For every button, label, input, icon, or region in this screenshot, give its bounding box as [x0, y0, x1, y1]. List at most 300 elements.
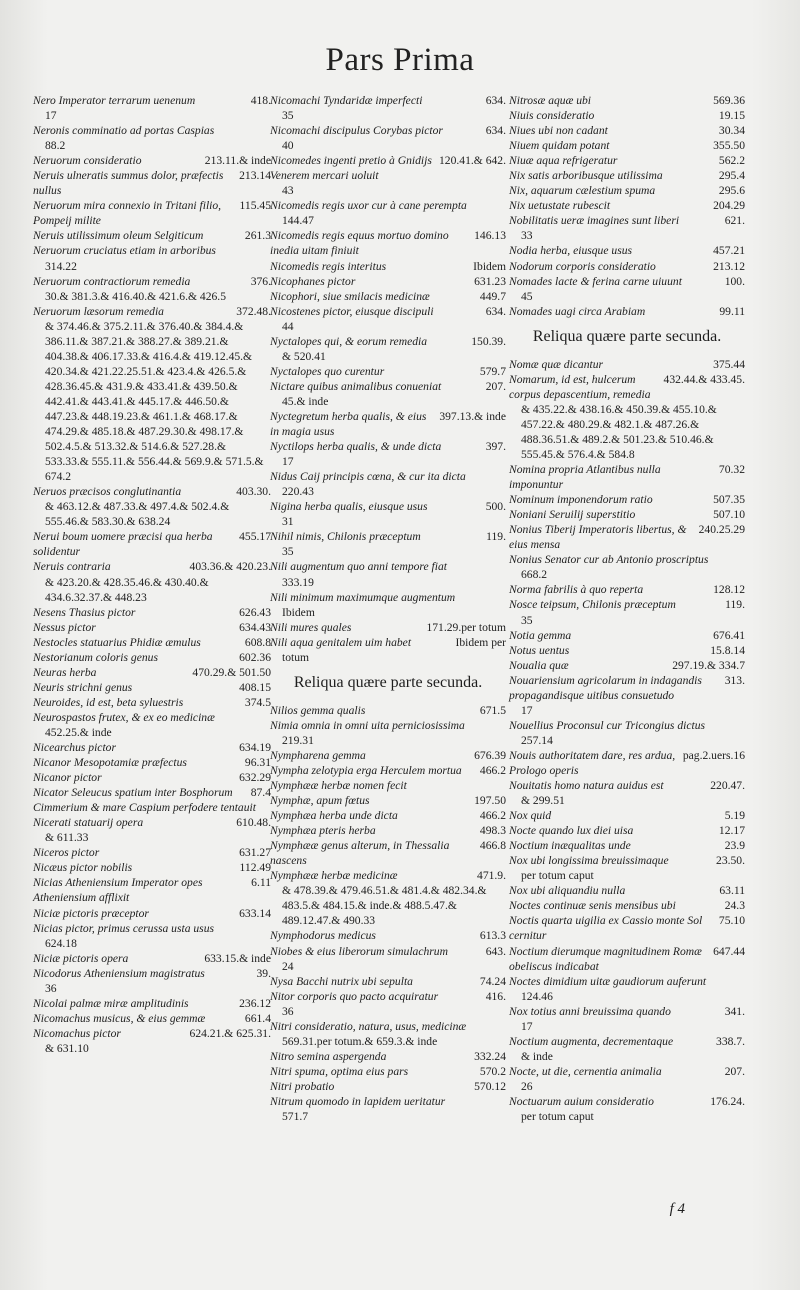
entry-continuation: 333.19	[282, 575, 314, 589]
entry-reference: 562.2	[718, 154, 745, 168]
index-entry	[33, 153, 271, 168]
entry-continuation: & 299.51	[521, 794, 565, 808]
entry-term: Neruis utilissimum oleum Selgiticum	[33, 229, 204, 243]
entry-term: Notus uentus	[509, 643, 570, 657]
index-column-1	[33, 93, 271, 1056]
index-entry	[33, 770, 271, 785]
index-entry	[509, 93, 745, 108]
entry-term: Nihil nimis, Chilonis præceptum	[270, 530, 421, 544]
entry-term: Nox quid	[509, 809, 552, 823]
entry-term: Neruorum cruciatus etiam in arboribus	[33, 244, 216, 258]
entry-term: Nix uetustate rubescit	[509, 199, 611, 213]
entry-reference: 146.13	[474, 229, 506, 243]
index-column-3	[509, 93, 745, 1124]
entry-continuation: 36	[282, 1004, 294, 1018]
entry-term: Nicomachus pictor	[33, 1026, 121, 1040]
entry-reference: 455.17	[239, 530, 271, 544]
entry-term: Neruorum consideratio	[33, 154, 142, 168]
entry-term: Nox totius anni breuissima quando	[509, 1004, 671, 1018]
entry-term: Nocte quando lux diei uisa	[509, 824, 634, 838]
entry-term: Nicias pictor, primus cerussa usta usus	[33, 921, 215, 935]
entry-term: Niobes & eius liberorum simulachrum	[270, 944, 448, 958]
index-entry	[270, 868, 506, 928]
entry-continuation: & 435.22.& 438.16.& 450.39.& 455.10.& 457.22.& 480.29.& 482.1.& 487.26.& 488.36.51.& 489.2.& 501.23.& 510.46.& 555.45.& 576.4.& 584.8	[521, 402, 717, 461]
entry-reference: 432.44.& 433.45.	[663, 372, 745, 386]
entry-reference: 626.43	[239, 605, 271, 619]
entry-term: Nicomedis regis uxor cur à cane perempta	[270, 199, 467, 213]
index-entry	[33, 921, 271, 951]
entry-continuation: 17	[282, 455, 294, 469]
index-entry	[270, 590, 506, 620]
entry-term: Nosce teipsum, Chilonis præceptum	[509, 598, 676, 612]
entry-term: Nestorianum coloris genus	[33, 650, 158, 664]
entry-continuation: 35	[521, 613, 533, 627]
entry-continuation: totum	[282, 650, 310, 664]
entry-reference: 397.	[485, 440, 506, 454]
entry-reference: 150.39.	[471, 334, 506, 348]
entry-reference: 63.11	[719, 884, 745, 898]
entry-term: Nitro semina aspergenda	[270, 1049, 387, 1063]
entry-term: Nimia omnia in omni uita perniciosissima	[270, 718, 465, 732]
entry-term: Nouitatis homo natura auidus est	[509, 779, 664, 793]
index-entry	[509, 944, 745, 974]
entry-continuation: 668.2	[521, 568, 548, 582]
entry-reference: 115.45	[239, 199, 271, 213]
entry-term: Norma fabrilis à quo reperta	[509, 583, 644, 597]
entry-reference: 661.4	[244, 1011, 271, 1025]
index-entry	[270, 289, 506, 304]
entry-term: Noctium dierumque magnitudinem Romæ obeliscus indicabat	[509, 944, 702, 973]
index-entry	[33, 93, 271, 123]
entry-term: Nesens Thasius pictor	[33, 605, 136, 619]
entry-term: Nymphææ herbæ medicinæ	[270, 869, 398, 883]
index-entry	[509, 168, 745, 183]
index-entry	[33, 243, 271, 273]
entry-reference: 376.	[250, 274, 271, 288]
index-entry	[33, 710, 271, 740]
entry-reference: 471.9.	[477, 869, 506, 883]
entry-reference: 470.29.& 501.50	[192, 665, 271, 679]
entry-reference: 634.	[485, 304, 506, 318]
entry-term: Niuæ aqua refrigeratur	[509, 154, 618, 168]
entry-reference: 621.	[724, 214, 745, 228]
entry-reference: 355.50	[713, 139, 745, 153]
index-entry	[509, 198, 745, 213]
entry-reference: 128.12	[713, 583, 745, 597]
index-entry	[509, 1094, 745, 1124]
entry-reference: 112.49	[239, 861, 271, 875]
entry-term: Noctes continuæ senis mensibus ubi	[509, 899, 676, 913]
entry-reference: 332.24	[474, 1049, 506, 1063]
entry-term: Nicomachus musicus, & eius gemmæ	[33, 1011, 206, 1025]
entry-term: Noualia quæ	[509, 658, 569, 672]
entry-continuation: 36	[45, 981, 57, 995]
entry-reference: 507.35	[713, 493, 745, 507]
entry-reference: 374.5	[244, 695, 271, 709]
entry-term: Noctis quarta uigilia ex Cassio monte Sol cernitur	[509, 914, 703, 943]
entry-term: Nicomedis regis equus mortuo domino inedia uitam finiuit	[270, 229, 449, 258]
entry-term: Neruorum contractiorum remedia	[33, 274, 191, 288]
index-entry	[270, 1064, 506, 1079]
entry-term: Nyctalopes qui, & eorum remedia	[270, 334, 428, 348]
entry-reference: 119.	[486, 530, 506, 544]
index-entry	[509, 853, 745, 883]
entry-reference: 338.7.	[716, 1034, 745, 1048]
index-entry	[270, 274, 506, 289]
entry-reference: 100.	[724, 274, 745, 288]
entry-reference: 6.11	[251, 876, 271, 890]
index-entry	[509, 778, 745, 808]
index-entry	[509, 1034, 745, 1064]
index-entry	[33, 529, 271, 559]
index-entry	[33, 845, 271, 860]
index-entry	[509, 492, 745, 507]
entry-continuation: 26	[521, 1079, 533, 1093]
entry-reference: 119.	[725, 598, 745, 612]
index-entry	[270, 944, 506, 974]
entry-term: Neruis ulneratis summus dolor, præfectis nullus	[33, 169, 224, 198]
index-entry	[509, 718, 745, 748]
entry-term: Nili aqua genitalem uim habet	[270, 635, 412, 649]
entry-term: Nili mures quales	[270, 620, 352, 634]
index-entry	[33, 785, 271, 815]
index-entry	[33, 966, 271, 996]
index-entry	[509, 597, 745, 627]
entry-continuation: 17	[521, 703, 533, 717]
entry-term: Nox ubi longissima breuissimaque	[509, 854, 669, 868]
entry-reference: 24.3	[724, 899, 745, 913]
entry-term: Nodia herba, eiusque usus	[509, 244, 633, 258]
entry-reference: 120.41.& 642.	[439, 154, 506, 168]
entry-continuation: & 520.41	[282, 349, 326, 363]
index-entry	[270, 763, 506, 793]
index-entry	[270, 529, 506, 559]
entry-term: Nessus pictor	[33, 620, 96, 634]
entry-term: Nouariensium agricolarum in indagandis propagandisque uitibus consuetudo	[509, 673, 702, 702]
index-entry	[270, 823, 506, 838]
entry-continuation: 17	[45, 109, 57, 123]
entry-continuation: 220.43	[282, 485, 314, 499]
index-entry	[509, 673, 745, 718]
index-entry	[509, 259, 745, 274]
entry-reference: 297.19.& 334.7	[672, 658, 745, 672]
entry-reference: 39.	[256, 966, 271, 980]
index-entry	[509, 552, 745, 582]
entry-term: Nitri spuma, optima eius pars	[270, 1064, 409, 1078]
entry-reference: 197.50	[474, 794, 506, 808]
entry-reference: 610.48.	[236, 816, 271, 830]
entry-continuation: 44	[282, 319, 294, 333]
entry-term: Noctium inæqualitas unde	[509, 839, 631, 853]
entry-term: Nicomedis regis interitus	[270, 259, 387, 273]
entry-reference: 313.	[724, 673, 745, 687]
entry-term: Niues ubi non cadant	[509, 124, 608, 138]
entry-reference: 5.19	[724, 809, 745, 823]
entry-reference: 204.29	[713, 199, 745, 213]
entry-continuation: 257.14	[521, 733, 553, 747]
entry-reference: 74.24	[479, 974, 506, 988]
index-entry	[270, 974, 506, 989]
entry-term: Nonius Senator cur ab Antonio proscriptus	[509, 553, 709, 567]
entry-reference: 261.3	[244, 229, 271, 243]
entry-term: Noniani Seruilij superstitio	[509, 508, 636, 522]
entry-reference: 632.29	[239, 771, 271, 785]
entry-term: Nymphæ, apum fœtus	[270, 794, 370, 808]
entry-term: Notia gemma	[509, 628, 572, 642]
entry-term: Nicodorus Atheniensium magistratus	[33, 966, 205, 980]
entry-continuation: 569.31.per totum.& 659.3.& inde	[282, 1034, 438, 1048]
entry-term: Nouis authoritatem dare, res ardua, Prologo operis	[509, 748, 676, 777]
index-entry	[270, 635, 506, 665]
entry-reference: 19.15	[718, 109, 745, 123]
entry-reference: 570.2	[479, 1064, 506, 1078]
entry-reference: 500.	[485, 500, 506, 514]
index-entry	[270, 718, 506, 748]
entry-term: Nobilitatis ueræ imagines sunt liberi	[509, 214, 680, 228]
entry-term: Nitor corporis quo pacto acquiratur	[270, 989, 439, 1003]
index-entry	[33, 559, 271, 604]
index-entry	[270, 364, 506, 379]
entry-reference: 213.14	[239, 169, 271, 183]
entry-reference: 634.19	[239, 741, 271, 755]
entry-term: Nigina herba qualis, eiusque usus	[270, 500, 428, 514]
index-entry	[270, 469, 506, 499]
entry-term: Nonius Tiberij Imperatoris libertus, & eius mensa	[509, 523, 687, 552]
index-entry	[509, 748, 745, 778]
entry-term: Noctium augmenta, decrementaque	[509, 1034, 674, 1048]
entry-term: Nestocles statuarius Phidiæ æmulus	[33, 635, 201, 649]
entry-term: Nitrosæ aquæ ubi	[509, 94, 592, 107]
entry-term: Nero Imperator terrarum uenenum	[33, 94, 196, 107]
index-entry	[33, 620, 271, 635]
section-note: Reliqua quære parte secunda.	[532, 327, 722, 345]
entry-continuation: 30.& 381.3.& 416.40.& 421.6.& 426.5	[45, 289, 226, 303]
entry-term: Noctes dimidium uitæ gaudiorum auferunt	[509, 974, 707, 988]
index-entry	[509, 123, 745, 138]
entry-reference: 236.12	[239, 996, 271, 1010]
entry-term: Nomæ quæ dicantur	[509, 357, 604, 371]
entry-reference: 397.13.& inde	[439, 409, 506, 423]
entry-reference: 643.	[485, 944, 506, 958]
index-entry	[270, 1019, 506, 1049]
entry-reference: 608.8	[244, 635, 271, 649]
entry-reference: 87.4	[250, 786, 271, 800]
entry-reference: 449.7	[479, 289, 506, 303]
entry-term: Nymphæa pteris herba	[270, 824, 376, 838]
entry-reference: 624.21.& 625.31.	[189, 1026, 271, 1040]
entry-term: Neuroides, id est, beta syluestris	[33, 695, 184, 709]
entry-reference: 613.3	[479, 929, 506, 943]
entry-term: Nympha zelotypia erga Herculem mortua Nymphææ herbæ nomen fecit	[270, 763, 462, 793]
entry-reference: 207.	[485, 379, 506, 393]
index-entry	[33, 274, 271, 304]
entry-reference: 671.5	[479, 703, 506, 717]
entry-reference: 207.	[724, 1064, 745, 1078]
index-entry	[509, 823, 745, 838]
index-entry	[270, 499, 506, 529]
index-entry	[270, 559, 506, 589]
entry-term: Nymphodorus medicus	[270, 929, 376, 943]
entry-reference: 171.29.per totum	[426, 620, 506, 634]
entry-reference: 15.8.14	[710, 643, 745, 657]
entry-term: Neruos præcisos conglutinantia	[33, 485, 182, 499]
index-entry	[33, 860, 271, 875]
entry-term: Nysa Bacchi nutrix ubi sepulta	[270, 974, 413, 988]
entry-reference: 341.	[724, 1004, 745, 1018]
entry-term: Noctuarum auium consideratio	[509, 1095, 654, 1108]
entry-term: Nidus Caij principis cœna, & cur ita dicta	[270, 470, 466, 484]
index-entry	[33, 168, 271, 198]
entry-reference: 602.36	[239, 650, 271, 664]
entry-reference: 631.23	[474, 274, 506, 288]
entry-reference: Ibidem per	[455, 635, 506, 649]
entry-reference: 466.8	[479, 839, 506, 853]
entry-term: Nympharena gemma	[270, 748, 366, 762]
entry-reference: 498.3	[479, 824, 506, 838]
index-entry	[509, 108, 745, 123]
index-entry	[33, 996, 271, 1011]
index-entry	[33, 123, 271, 153]
index-entry	[509, 898, 745, 913]
entry-continuation: & 478.39.& 479.46.51.& 481.4.& 482.34.& 483.5.& 484.15.& inde.& 488.5.47.& 489.12.47.& 490.33	[282, 884, 487, 928]
entry-continuation: 35	[282, 109, 294, 123]
entry-term: Nitri probatio	[270, 1079, 335, 1093]
index-entry	[270, 153, 506, 198]
entry-continuation: 314.22	[45, 259, 77, 273]
index-entry	[270, 928, 506, 943]
entry-reference: 579.7	[479, 364, 506, 378]
index-entry	[33, 605, 271, 620]
entry-term: Nicomachi Tyndaridæ imperfecti	[270, 94, 423, 107]
entry-continuation: & 423.20.& 428.35.46.& 430.40.& 434.6.32.37.& 448.23	[45, 575, 209, 604]
entry-term: Niuem quidam potant	[509, 139, 610, 153]
entry-reference: 466.2	[479, 763, 506, 777]
entry-continuation: 219.31	[282, 733, 314, 747]
index-entry	[509, 974, 745, 1004]
index-entry	[270, 379, 506, 409]
entry-term: Nicophori, siue smilacis medicinæ	[270, 289, 430, 303]
entry-continuation: 624.18	[45, 936, 77, 950]
index-entry	[509, 274, 745, 304]
entry-term: Nicearchus pictor	[33, 741, 116, 755]
entry-reference: 240.25.29	[698, 523, 745, 537]
entry-continuation: & 611.33	[45, 831, 89, 845]
index-entry	[270, 334, 506, 364]
entry-continuation: Ibidem	[282, 605, 315, 619]
entry-term: Nyctegretum herba qualis, & eius in magia usus	[270, 409, 427, 439]
entry-term: Niuis consideratio	[509, 109, 595, 123]
entry-reference: 403.30.	[236, 485, 271, 499]
entry-term: Nili augmentum quo anni tempore fiat	[270, 560, 448, 574]
entry-term: Nomades uagi circa Arabiam	[509, 304, 646, 318]
section-note: Reliqua quære parte secunda.	[293, 673, 483, 691]
entry-reference: 507.10	[713, 508, 745, 522]
entry-reference: 676.39	[474, 748, 506, 762]
index-entry	[270, 228, 506, 258]
entry-term: Nymphæa herba unde dicta	[270, 809, 398, 823]
index-entry	[33, 650, 271, 665]
entry-term: Nicator Seleucus spatium inter Bosphorum Cimmerium & mare Caspium perfodere tentauit	[33, 786, 256, 815]
index-entry	[33, 951, 271, 966]
entry-reference: 213.11.& inde	[204, 154, 271, 168]
index-entry	[33, 755, 271, 770]
index-entry	[509, 357, 745, 372]
entry-continuation: 452.25.& inde	[45, 725, 112, 739]
entry-term: Neruorum mira connexio in Tritani filio, Pompeij milite	[33, 199, 222, 228]
index-entry	[270, 259, 506, 274]
entry-continuation: 45	[521, 289, 533, 303]
entry-term: Nyctilops herba qualis, & unde dicta	[270, 440, 442, 454]
entry-term: Nili minimum maximumque augmentum	[270, 590, 456, 604]
index-entry	[509, 838, 745, 853]
index-entry	[33, 695, 271, 710]
index-entry	[270, 198, 506, 228]
entry-continuation: 88.2	[45, 139, 66, 153]
entry-term: Nominum imponendorum ratio	[509, 493, 653, 507]
index-entry	[270, 123, 506, 153]
entry-term: Neruis contraria	[33, 560, 111, 574]
entry-term: Neurospastos frutex, & ex eo medicinæ	[33, 710, 215, 724]
entry-continuation: 571.7	[282, 1110, 309, 1124]
index-entry	[33, 815, 271, 845]
index-entry	[33, 198, 271, 228]
entry-term: Nox ubi aliquandiu nulla	[509, 884, 626, 898]
entry-reference: 403.36.& 420.23.	[189, 560, 271, 574]
entry-reference: 633.14	[239, 906, 271, 920]
entry-reference: 634.43	[239, 620, 271, 634]
entry-continuation: & 374.46.& 375.2.11.& 376.40.& 384.4.& 386.11.& 387.21.& 388.27.& 389.21.& 404.38.& 406.17.33.& 416.4.& 419.12.45.& 420.34.& 421.22.25.51.& 423.4.& 426.5.& 428.36.45.& 431.9.& 433.41.& 439.50.& 442.41.& 443.41.& 445.17.& 446.50.& 447.23.& 448.19.23.& 461.1.& 468.17.& 474.29.& 485.18.& 487.29.30.& 498.17.& 502.4.5.& 513.32.& 514.6.& 527.28.& 533.33.& 555.11.& 556.44.& 569.9.& 571.5.& 674.2	[45, 319, 264, 484]
index-entry	[509, 213, 745, 243]
entry-term: Nomarum, id est, hulcerum corpus depascentium, remedia	[509, 372, 651, 401]
index-entry	[33, 906, 271, 921]
entry-reference: 570.12	[474, 1079, 506, 1093]
index-entry	[509, 153, 745, 168]
entry-term: Niciæ pictoris præceptor	[33, 906, 149, 920]
index-entry	[33, 875, 271, 905]
index-entry	[270, 989, 506, 1019]
index-entry	[509, 883, 745, 898]
index-entry	[270, 748, 506, 763]
entry-reference: 70.32	[718, 463, 745, 477]
index-entry	[270, 793, 506, 808]
index-entry	[270, 1079, 506, 1094]
entry-continuation: 35	[282, 545, 294, 559]
index-entry	[270, 93, 506, 123]
index-entry	[509, 913, 745, 943]
index-entry	[509, 628, 745, 643]
index-entry	[509, 808, 745, 823]
entry-reference: 676.41	[713, 628, 745, 642]
index-entry	[33, 228, 271, 243]
entry-term: Nicolai palmæ miræ amplitudinis	[33, 996, 189, 1010]
entry-term: Neuris strichni genus	[33, 680, 133, 694]
index-entry	[509, 507, 745, 522]
index-entry	[509, 243, 745, 258]
entry-reference: 75.10	[718, 914, 745, 928]
entry-continuation: 43	[282, 184, 294, 198]
entry-term: Neruorum læsorum remedia	[33, 304, 164, 318]
index-entry	[33, 665, 271, 680]
entry-reference: 457.21	[713, 244, 745, 258]
entry-term: Nyctalopes quo curentur	[270, 364, 385, 378]
index-entry	[270, 304, 506, 334]
entry-continuation: 124.46	[521, 989, 553, 1003]
entry-reference: 99.11	[719, 304, 745, 318]
index-entry	[509, 183, 745, 198]
index-entry	[270, 838, 506, 868]
entry-continuation: 40	[282, 139, 294, 153]
entry-reference: 96.31	[244, 756, 271, 770]
